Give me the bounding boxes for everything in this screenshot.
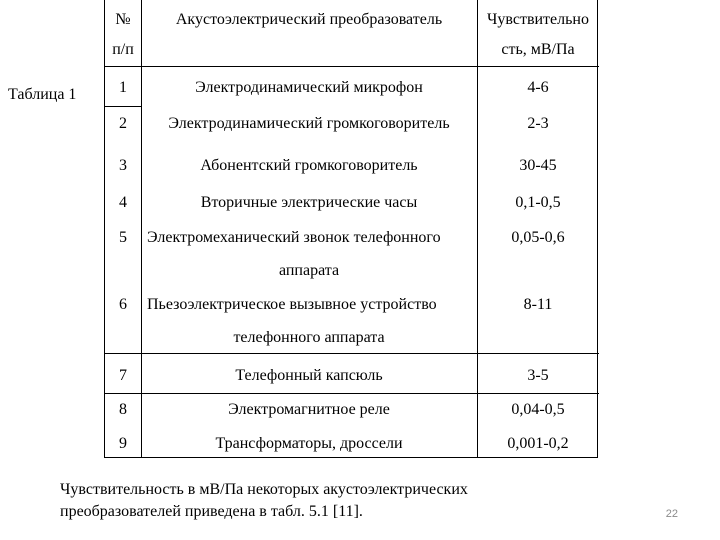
row-num: 9 — [119, 435, 127, 452]
row-divider — [105, 393, 599, 394]
row-name: Электромеханический звонок телефонного — [147, 229, 441, 246]
row-name: Абонентский громкоговоритель — [200, 157, 418, 174]
header-sensitivity-line1: Чувствительно — [486, 11, 589, 28]
row-num: 5 — [119, 229, 127, 246]
row-value: 0,001-0,2 — [507, 435, 569, 452]
row-value: 0,05-0,6 — [511, 229, 565, 246]
row-name: Электромагнитное реле — [228, 401, 390, 418]
row-num: 7 — [119, 367, 127, 384]
row-value: 0,1-0,5 — [515, 194, 561, 211]
row-num: 6 — [119, 296, 127, 313]
header-num-line2: п/п — [112, 41, 134, 58]
row-num: 1 — [119, 79, 127, 96]
column-divider-1 — [141, 0, 142, 458]
row-value: 30-45 — [519, 157, 557, 174]
sensitivity-table — [104, 0, 598, 458]
row-num: 4 — [119, 194, 127, 211]
header-sensitivity-line2: сть, мВ/Па — [501, 41, 575, 58]
row-value: 3-5 — [527, 367, 549, 384]
caption — [60, 479, 620, 523]
row-name: Трансформаторы, дроссели — [215, 435, 403, 452]
row-num: 8 — [119, 401, 127, 418]
row-num: 2 — [119, 115, 127, 132]
row-divider — [105, 353, 599, 354]
page-number: 22 — [665, 508, 678, 520]
header-num-line1: № — [115, 11, 131, 28]
row-divider — [105, 106, 141, 107]
row-name-cont: телефонного аппарата — [233, 329, 385, 346]
row-name: Вторичные электрические часы — [200, 194, 418, 211]
caption-line-1: Чувствительность в мВ/Па некоторых акустоэлектрических — [60, 481, 468, 498]
row-value: 4-6 — [527, 79, 549, 96]
row-name: Электродинамический микрофон — [195, 79, 423, 96]
header-name: Акустоэлектрический преобразователь — [175, 11, 443, 28]
row-value: 2-3 — [527, 115, 549, 132]
row-value: 0,04-0,5 — [511, 401, 565, 418]
row-value: 8-11 — [523, 296, 553, 313]
table-label: Таблица 1 — [8, 86, 77, 103]
column-divider-2 — [477, 0, 478, 458]
row-num: 3 — [119, 157, 127, 174]
row-name-cont: аппарата — [278, 262, 340, 279]
row-name: Телефонный капсюль — [235, 367, 383, 384]
row-name: Электродинамический громкоговоритель — [168, 115, 450, 132]
row-name: Пьезоэлектрическое вызывное устройство — [147, 296, 437, 313]
caption-line-2: преобразователей приведена в табл. 5.1 [11]. — [60, 503, 363, 520]
header-divider — [105, 66, 599, 67]
